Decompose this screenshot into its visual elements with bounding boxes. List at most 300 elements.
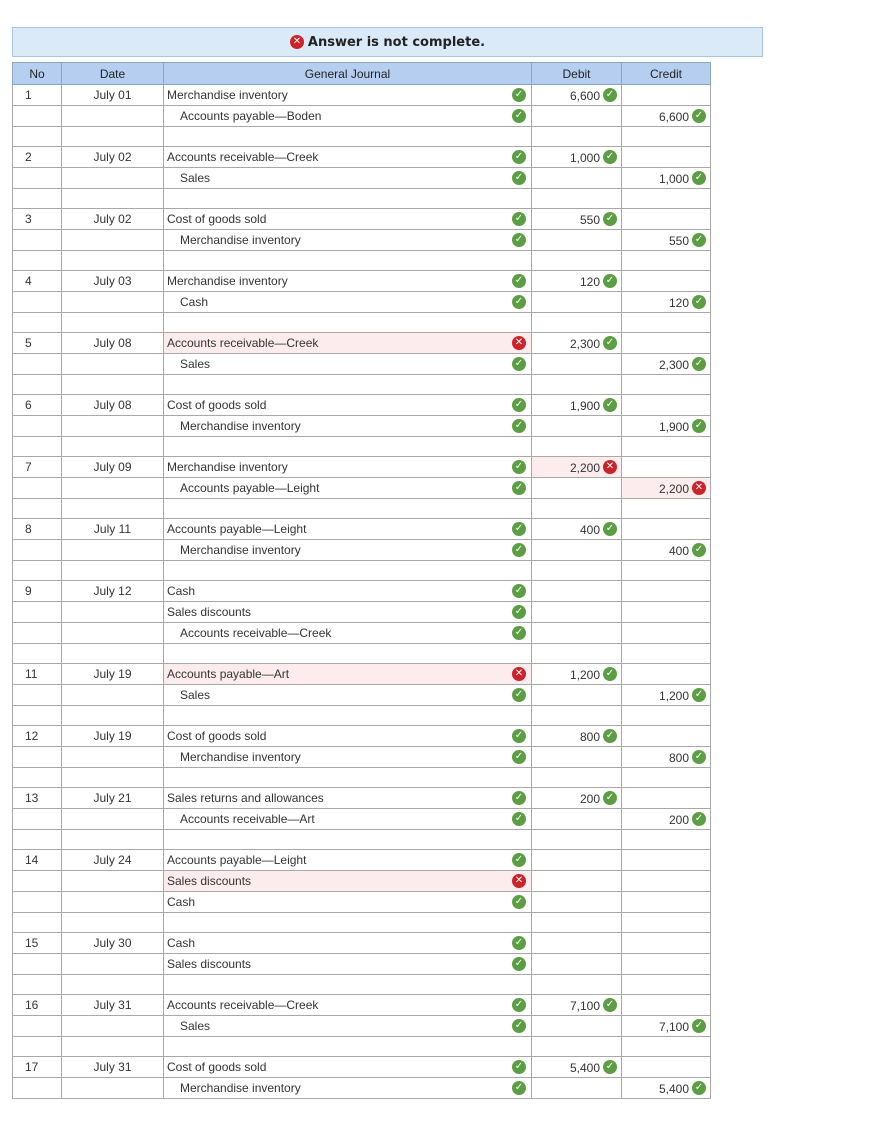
entry-date[interactable] xyxy=(62,292,164,313)
debit-input[interactable] xyxy=(532,127,622,147)
credit-input[interactable] xyxy=(622,1016,711,1037)
credit-input[interactable] xyxy=(622,457,711,478)
debit-input[interactable] xyxy=(532,685,622,706)
entry-date[interactable]: July 09 xyxy=(62,457,164,478)
account-select[interactable] xyxy=(164,230,532,251)
entry-number xyxy=(13,768,62,788)
credit-input[interactable] xyxy=(622,995,711,1016)
entry-date[interactable] xyxy=(62,499,164,519)
debit-input[interactable] xyxy=(532,768,622,788)
account-select[interactable] xyxy=(164,768,532,788)
entry-date[interactable] xyxy=(62,975,164,995)
account-name: Cash xyxy=(180,295,209,309)
account-name: Merchandise inventory xyxy=(180,233,301,247)
entry-number: 16 xyxy=(13,995,62,1016)
entry-date[interactable] xyxy=(62,375,164,395)
account-select[interactable] xyxy=(164,788,532,809)
debit-input[interactable] xyxy=(532,478,622,499)
table-row xyxy=(13,540,711,561)
blank-row xyxy=(13,644,711,664)
account-select[interactable] xyxy=(164,333,532,354)
debit-input[interactable] xyxy=(532,726,622,747)
credit-input[interactable] xyxy=(622,416,711,437)
account-select[interactable] xyxy=(164,830,532,850)
debit-input[interactable] xyxy=(532,871,622,892)
header-general-journal: General Journal xyxy=(164,63,532,85)
debit-value: 800 xyxy=(579,729,600,744)
entry-number xyxy=(13,189,62,209)
debit-input[interactable] xyxy=(532,850,622,871)
check-icon: ✓ xyxy=(512,150,526,164)
account-name: Accounts payable—Leight xyxy=(180,481,320,495)
credit-value: 800 xyxy=(668,750,689,765)
debit-value: 2,300 xyxy=(569,336,600,351)
account-select[interactable] xyxy=(164,1037,532,1057)
credit-input[interactable] xyxy=(622,271,711,292)
account-select[interactable] xyxy=(164,1016,532,1037)
check-icon: ✓ xyxy=(512,419,526,433)
credit-input[interactable] xyxy=(622,954,711,975)
entry-number xyxy=(13,478,62,499)
debit-input[interactable] xyxy=(532,540,622,561)
account-select[interactable] xyxy=(164,892,532,913)
entry-number: 8 xyxy=(13,519,62,540)
header-no: No xyxy=(13,63,62,85)
account-select[interactable] xyxy=(164,395,532,416)
debit-value: 1,000 xyxy=(569,150,600,165)
account-select[interactable] xyxy=(164,975,532,995)
entry-date[interactable] xyxy=(62,809,164,830)
entry-date[interactable]: July 19 xyxy=(62,664,164,685)
credit-input[interactable] xyxy=(622,209,711,230)
entry-date[interactable]: July 02 xyxy=(62,147,164,168)
check-icon: ✓ xyxy=(692,109,706,123)
account-select[interactable] xyxy=(164,416,532,437)
credit-input[interactable] xyxy=(622,437,711,457)
entry-date[interactable] xyxy=(62,871,164,892)
credit-input[interactable] xyxy=(622,147,711,168)
account-select[interactable] xyxy=(164,519,532,540)
account-select[interactable] xyxy=(164,954,532,975)
check-icon: ✓ xyxy=(692,419,706,433)
entry-date[interactable] xyxy=(62,1037,164,1057)
entry-number: 6 xyxy=(13,395,62,416)
credit-input[interactable] xyxy=(622,561,711,581)
credit-input[interactable] xyxy=(622,1037,711,1057)
debit-input[interactable] xyxy=(532,499,622,519)
credit-input[interactable] xyxy=(622,375,711,395)
account-name: Accounts receivable—Creek xyxy=(167,336,319,350)
check-icon: ✓ xyxy=(512,398,526,412)
credit-input[interactable] xyxy=(622,871,711,892)
account-name: Cost of goods sold xyxy=(167,729,267,743)
credit-input[interactable] xyxy=(622,788,711,809)
check-icon: ✓ xyxy=(512,543,526,557)
debit-input[interactable] xyxy=(532,251,622,271)
table-row xyxy=(13,892,711,913)
debit-input[interactable] xyxy=(532,602,622,623)
account-select[interactable] xyxy=(164,561,532,581)
credit-value: 7,100 xyxy=(658,1019,689,1034)
table-row xyxy=(13,809,711,830)
debit-input[interactable] xyxy=(532,581,622,602)
credit-value: 400 xyxy=(668,543,689,558)
credit-input[interactable] xyxy=(622,354,711,375)
debit-value: 1,200 xyxy=(569,667,600,682)
debit-input[interactable] xyxy=(532,830,622,850)
error-x-icon: ✕ xyxy=(603,460,617,474)
debit-input[interactable] xyxy=(532,995,622,1016)
entry-date[interactable]: July 01 xyxy=(62,85,164,106)
entry-date[interactable]: July 12 xyxy=(62,581,164,602)
debit-input[interactable] xyxy=(532,292,622,313)
entry-number xyxy=(13,892,62,913)
credit-input[interactable] xyxy=(622,602,711,623)
credit-input[interactable] xyxy=(622,292,711,313)
debit-input[interactable] xyxy=(532,168,622,189)
account-name: Sales xyxy=(180,688,211,702)
check-icon: ✓ xyxy=(512,791,526,805)
debit-input[interactable] xyxy=(532,892,622,913)
table-row xyxy=(13,106,711,127)
entry-date[interactable] xyxy=(62,127,164,147)
entry-date[interactable] xyxy=(62,437,164,457)
entry-date[interactable] xyxy=(62,230,164,251)
blank-row xyxy=(13,830,711,850)
entry-date[interactable] xyxy=(62,1016,164,1037)
debit-input[interactable] xyxy=(532,519,622,540)
account-select[interactable] xyxy=(164,375,532,395)
check-icon: ✓ xyxy=(512,274,526,288)
credit-input[interactable] xyxy=(622,251,711,271)
entry-date[interactable] xyxy=(62,1078,164,1099)
debit-input[interactable] xyxy=(532,333,622,354)
credit-value: 6,600 xyxy=(658,109,689,124)
entry-date[interactable]: July 21 xyxy=(62,788,164,809)
entry-number xyxy=(13,106,62,127)
credit-input[interactable] xyxy=(622,230,711,251)
table-row xyxy=(13,747,711,768)
debit-input[interactable] xyxy=(532,788,622,809)
debit-input[interactable] xyxy=(532,85,622,106)
debit-input[interactable] xyxy=(532,416,622,437)
account-select[interactable] xyxy=(164,499,532,519)
entry-date[interactable]: July 02 xyxy=(62,209,164,230)
entry-date[interactable] xyxy=(62,189,164,209)
entry-date[interactable]: July 19 xyxy=(62,726,164,747)
credit-value: 5,400 xyxy=(658,1081,689,1096)
credit-value: 2,200 xyxy=(658,481,689,496)
account-name: Accounts payable—Boden xyxy=(180,109,322,123)
account-select[interactable] xyxy=(164,1078,532,1099)
entry-number: 13 xyxy=(13,788,62,809)
credit-input[interactable] xyxy=(622,581,711,602)
account-select[interactable] xyxy=(164,581,532,602)
entry-date[interactable] xyxy=(62,913,164,933)
check-icon: ✓ xyxy=(512,1081,526,1095)
credit-input[interactable] xyxy=(622,933,711,954)
check-icon: ✓ xyxy=(512,522,526,536)
account-select[interactable] xyxy=(164,106,532,127)
entry-date[interactable]: July 11 xyxy=(62,519,164,540)
credit-input[interactable] xyxy=(622,664,711,685)
credit-input[interactable] xyxy=(622,1078,711,1099)
account-select[interactable] xyxy=(164,995,532,1016)
table-row xyxy=(13,519,711,540)
debit-input[interactable] xyxy=(532,913,622,933)
debit-input[interactable] xyxy=(532,437,622,457)
credit-input[interactable] xyxy=(622,747,711,768)
account-name: Merchandise inventory xyxy=(180,1081,301,1095)
credit-input[interactable] xyxy=(622,644,711,664)
account-select[interactable] xyxy=(164,685,532,706)
debit-input[interactable] xyxy=(532,271,622,292)
account-select[interactable] xyxy=(164,189,532,209)
entry-date[interactable]: July 30 xyxy=(62,933,164,954)
credit-input[interactable] xyxy=(622,809,711,830)
credit-input[interactable] xyxy=(622,768,711,788)
account-select[interactable] xyxy=(164,1057,532,1078)
check-icon: ✓ xyxy=(512,1060,526,1074)
debit-value: 5,400 xyxy=(569,1060,600,1075)
account-name: Sales xyxy=(180,357,211,371)
check-icon: ✓ xyxy=(603,998,617,1012)
credit-input[interactable] xyxy=(622,726,711,747)
account-select[interactable] xyxy=(164,457,532,478)
debit-input[interactable] xyxy=(532,747,622,768)
entry-date[interactable] xyxy=(62,354,164,375)
entry-date[interactable] xyxy=(62,561,164,581)
account-select[interactable] xyxy=(164,437,532,457)
entry-number: 14 xyxy=(13,850,62,871)
error-x-icon: ✕ xyxy=(512,667,526,681)
check-icon: ✓ xyxy=(512,957,526,971)
credit-input[interactable] xyxy=(622,913,711,933)
debit-input[interactable] xyxy=(532,313,622,333)
debit-input[interactable] xyxy=(532,457,622,478)
account-name: Merchandise inventory xyxy=(167,460,288,474)
table-row xyxy=(13,664,711,685)
debit-input[interactable] xyxy=(532,933,622,954)
account-name: Cost of goods sold xyxy=(167,1060,267,1074)
entry-date[interactable] xyxy=(62,251,164,271)
credit-input[interactable] xyxy=(622,623,711,644)
account-select[interactable] xyxy=(164,127,532,147)
check-icon: ✓ xyxy=(603,667,617,681)
entry-date[interactable] xyxy=(62,830,164,850)
credit-input[interactable] xyxy=(622,519,711,540)
blank-row xyxy=(13,375,711,395)
credit-input[interactable] xyxy=(622,706,711,726)
debit-input[interactable] xyxy=(532,623,622,644)
entry-date[interactable] xyxy=(62,706,164,726)
account-select[interactable] xyxy=(164,209,532,230)
debit-input[interactable] xyxy=(532,664,622,685)
debit-input[interactable] xyxy=(532,1078,622,1099)
debit-input[interactable] xyxy=(532,706,622,726)
table-row xyxy=(13,168,711,189)
entry-number xyxy=(13,623,62,644)
account-select[interactable] xyxy=(164,623,532,644)
credit-input[interactable] xyxy=(622,127,711,147)
check-icon: ✓ xyxy=(603,336,617,350)
table-row xyxy=(13,230,711,251)
credit-input[interactable] xyxy=(622,892,711,913)
debit-input[interactable] xyxy=(532,1037,622,1057)
entry-date[interactable] xyxy=(62,602,164,623)
debit-input[interactable] xyxy=(532,809,622,830)
account-select[interactable] xyxy=(164,313,532,333)
check-icon: ✓ xyxy=(692,812,706,826)
account-select[interactable] xyxy=(164,168,532,189)
entry-date[interactable] xyxy=(62,685,164,706)
entry-date[interactable]: July 31 xyxy=(62,1057,164,1078)
table-row xyxy=(13,933,711,954)
debit-input[interactable] xyxy=(532,189,622,209)
entry-date[interactable] xyxy=(62,892,164,913)
credit-input[interactable] xyxy=(622,313,711,333)
account-select[interactable] xyxy=(164,251,532,271)
entry-date[interactable] xyxy=(62,954,164,975)
debit-input[interactable] xyxy=(532,209,622,230)
debit-input[interactable] xyxy=(532,354,622,375)
account-select[interactable] xyxy=(164,664,532,685)
check-icon: ✓ xyxy=(603,212,617,226)
check-icon: ✓ xyxy=(692,1019,706,1033)
account-select[interactable] xyxy=(164,913,532,933)
account-select[interactable] xyxy=(164,809,532,830)
account-select[interactable] xyxy=(164,850,532,871)
check-icon: ✓ xyxy=(512,481,526,495)
table-row xyxy=(13,1016,711,1037)
credit-input[interactable] xyxy=(622,85,711,106)
check-icon: ✓ xyxy=(603,88,617,102)
debit-input[interactable] xyxy=(532,147,622,168)
debit-input[interactable] xyxy=(532,395,622,416)
entry-date[interactable] xyxy=(62,644,164,664)
blank-row xyxy=(13,437,711,457)
credit-input[interactable] xyxy=(622,830,711,850)
account-select[interactable] xyxy=(164,644,532,664)
debit-input[interactable] xyxy=(532,375,622,395)
account-name: Accounts receivable—Creek xyxy=(167,998,319,1012)
entry-date[interactable] xyxy=(62,168,164,189)
credit-input[interactable] xyxy=(622,540,711,561)
entry-date[interactable]: July 08 xyxy=(62,395,164,416)
debit-input[interactable] xyxy=(532,230,622,251)
entry-date[interactable] xyxy=(62,623,164,644)
debit-input[interactable] xyxy=(532,1057,622,1078)
check-icon: ✓ xyxy=(512,729,526,743)
account-select[interactable] xyxy=(164,354,532,375)
debit-input[interactable] xyxy=(532,644,622,664)
account-select[interactable] xyxy=(164,871,532,892)
entry-date[interactable] xyxy=(62,416,164,437)
table-row xyxy=(13,581,711,602)
credit-input[interactable] xyxy=(622,1057,711,1078)
credit-input[interactable] xyxy=(622,189,711,209)
entry-date[interactable]: July 31 xyxy=(62,995,164,1016)
blank-row xyxy=(13,706,711,726)
credit-input[interactable] xyxy=(622,106,711,127)
debit-input[interactable] xyxy=(532,1016,622,1037)
debit-value: 7,100 xyxy=(569,998,600,1013)
debit-input[interactable] xyxy=(532,561,622,581)
debit-value: 6,600 xyxy=(569,88,600,103)
credit-input[interactable] xyxy=(622,499,711,519)
account-select[interactable] xyxy=(164,602,532,623)
entry-number xyxy=(13,913,62,933)
credit-input[interactable] xyxy=(622,975,711,995)
credit-input[interactable] xyxy=(622,478,711,499)
table-row xyxy=(13,1078,711,1099)
check-icon: ✓ xyxy=(512,812,526,826)
entry-date[interactable] xyxy=(62,313,164,333)
entry-number xyxy=(13,1078,62,1099)
entry-date[interactable]: July 08 xyxy=(62,333,164,354)
entry-date[interactable] xyxy=(62,478,164,499)
credit-input[interactable] xyxy=(622,395,711,416)
blank-row xyxy=(13,251,711,271)
account-select[interactable] xyxy=(164,478,532,499)
account-name: Cost of goods sold xyxy=(167,212,267,226)
credit-value: 1,000 xyxy=(658,171,689,186)
entry-date[interactable] xyxy=(62,106,164,127)
table-row xyxy=(13,333,711,354)
entry-number xyxy=(13,168,62,189)
credit-input[interactable] xyxy=(622,850,711,871)
credit-input[interactable] xyxy=(622,333,711,354)
account-select[interactable] xyxy=(164,726,532,747)
debit-input[interactable] xyxy=(532,954,622,975)
entry-number xyxy=(13,809,62,830)
entry-number: 9 xyxy=(13,581,62,602)
account-select[interactable] xyxy=(164,933,532,954)
account-name: Merchandise inventory xyxy=(167,88,288,102)
entry-date[interactable]: July 24 xyxy=(62,850,164,871)
entry-date[interactable] xyxy=(62,540,164,561)
entry-number xyxy=(13,644,62,664)
entry-date[interactable] xyxy=(62,768,164,788)
check-icon: ✓ xyxy=(512,233,526,247)
account-select[interactable] xyxy=(164,747,532,768)
error-x-icon: ✕ xyxy=(512,336,526,350)
entry-number: 3 xyxy=(13,209,62,230)
entry-number: 2 xyxy=(13,147,62,168)
account-select[interactable] xyxy=(164,271,532,292)
table-row xyxy=(13,209,711,230)
account-select[interactable] xyxy=(164,292,532,313)
table-row xyxy=(13,271,711,292)
table-row xyxy=(13,995,711,1016)
credit-input[interactable] xyxy=(622,685,711,706)
debit-input[interactable] xyxy=(532,106,622,127)
entry-number xyxy=(13,292,62,313)
entry-number xyxy=(13,416,62,437)
debit-input[interactable] xyxy=(532,975,622,995)
account-select[interactable] xyxy=(164,540,532,561)
account-select[interactable] xyxy=(164,706,532,726)
credit-input[interactable] xyxy=(622,168,711,189)
entry-number xyxy=(13,1016,62,1037)
account-select[interactable] xyxy=(164,85,532,106)
entry-date[interactable] xyxy=(62,747,164,768)
account-select[interactable] xyxy=(164,147,532,168)
entry-number xyxy=(13,561,62,581)
account-name: Cash xyxy=(167,895,196,909)
debit-value: 550 xyxy=(579,212,600,227)
entry-date[interactable]: July 03 xyxy=(62,271,164,292)
